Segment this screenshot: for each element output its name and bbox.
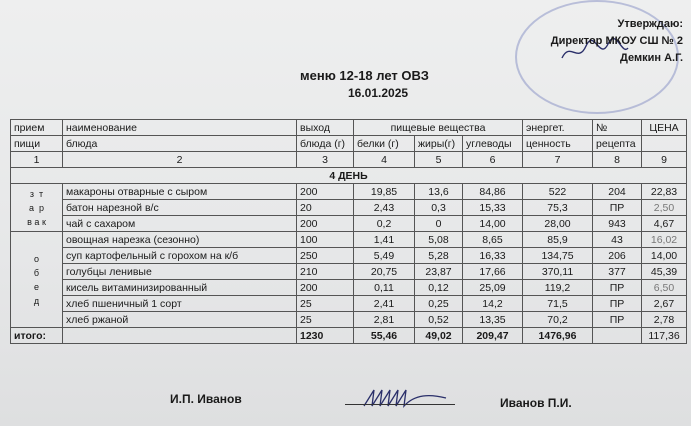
total-row [11,328,687,344]
cell: 25 [297,296,354,312]
cell: 2,81 [354,312,415,328]
cell: 134,75 [523,248,593,264]
cell: 2,41 [354,296,415,312]
table-row [11,264,687,280]
table-row [11,280,687,296]
dish-name: батон нарезной в/с [63,200,297,216]
cell: 14,2 [463,296,523,312]
cell: 75,3 [523,200,593,216]
header-cell: рецепта [593,136,642,152]
cell: 2,78 [642,312,687,328]
meal-label-breakfast: з т а р в а к [11,184,63,232]
column-number: 1 [11,152,63,168]
cell: 522 [523,184,593,200]
cell: 377 [593,264,642,280]
cell: 200 [297,280,354,296]
total-cell: 209,47 [463,328,523,344]
cell: 25 [297,312,354,328]
table-row [11,312,687,328]
total-cell: 1230 [297,328,354,344]
cell: 15,33 [463,200,523,216]
column-number: 8 [593,152,642,168]
cell: 210 [297,264,354,280]
column-number: 7 [523,152,593,168]
cell: 0,2 [354,216,415,232]
signature-line [345,404,455,405]
cell: 5,49 [354,248,415,264]
total-cell [593,328,642,344]
dish-name: макароны отварные с сыром [63,184,297,200]
cell: ПР [593,200,642,216]
header-cell: прием [11,120,63,136]
header-cell: пищевые вещества [354,120,523,136]
handwritten-signature [360,386,450,412]
cell: 6,50 [642,280,687,296]
day-row [11,168,687,184]
cell [63,328,297,344]
header-row-1 [11,120,687,136]
cell: 0,25 [415,296,463,312]
cell: 23,87 [415,264,463,280]
header-cell: ценность [523,136,593,152]
menu-table [10,119,687,344]
header-cell: ЦЕНА [642,120,687,136]
approval-block [551,16,683,67]
header-cell: пищи [11,136,63,152]
cell: ПР [593,296,642,312]
cell: 20 [297,200,354,216]
column-number: 2 [63,152,297,168]
meal-label-lunch: о б е д [11,232,63,328]
cell: 370,11 [523,264,593,280]
cell: 20,75 [354,264,415,280]
menu-title: меню 12-18 лет ОВЗ [300,68,429,83]
table-row [11,232,687,248]
header-cell: № [593,120,642,136]
cell: 17,66 [463,264,523,280]
cell: 0,52 [415,312,463,328]
table-row [11,216,687,232]
cell: 16,02 [642,232,687,248]
cell: 16,33 [463,248,523,264]
header-cell: углеводы [463,136,523,152]
header-cell: жиры(г) [415,136,463,152]
total-cell: 117,36 [642,328,687,344]
table-row [11,248,687,264]
header-cell: блюда [63,136,297,152]
column-number: 3 [297,152,354,168]
column-number: 5 [415,152,463,168]
cell: ПР [593,312,642,328]
dish-name: хлеб ржаной [63,312,297,328]
dish-name: кисель витаминизированный [63,280,297,296]
cell: 2,50 [642,200,687,216]
cell: 200 [297,184,354,200]
cell: 45,39 [642,264,687,280]
header-cell: выход [297,120,354,136]
cell: 5,28 [415,248,463,264]
cell: 14,00 [642,248,687,264]
cell: 250 [297,248,354,264]
column-number: 6 [463,152,523,168]
cell: 22,83 [642,184,687,200]
cell: 25,09 [463,280,523,296]
cell: 119,2 [523,280,593,296]
total-label: итого: [11,328,63,344]
approval-name: Демкин А.Г. [620,52,683,64]
cell: 70,2 [523,312,593,328]
cell: 13,35 [463,312,523,328]
header-cell: блюда (г) [297,136,354,152]
header-cell [642,136,687,152]
header-cell: наименование [63,120,297,136]
cell: 85,9 [523,232,593,248]
cell: 204 [593,184,642,200]
cell: 14,00 [463,216,523,232]
cell: 2,43 [354,200,415,216]
signature-name-right: Иванов П.И. [500,396,572,410]
cell: 943 [593,216,642,232]
cell: ПР [593,280,642,296]
column-number: 9 [642,152,687,168]
cell: 200 [297,216,354,232]
total-cell: 1476,96 [523,328,593,344]
header-cell: белки (г) [354,136,415,152]
approval-position: Директор МКОУ СШ № 2 [550,35,683,47]
dish-name: овощная нарезка (сезонно) [63,232,297,248]
header-cell: энергет. [523,120,593,136]
dish-name: суп картофельный с горохом на к/б [63,248,297,264]
header-row-2 [11,136,687,152]
dish-name: голубцы ленивые [63,264,297,280]
signature-name-left: И.П. Иванов [170,392,242,406]
cell: 2,67 [642,296,687,312]
column-number: 4 [354,152,415,168]
cell: 19,85 [354,184,415,200]
cell: 1,41 [354,232,415,248]
total-cell: 55,46 [354,328,415,344]
table-row [11,200,687,216]
cell: 13,6 [415,184,463,200]
cell: 100 [297,232,354,248]
table-row [11,296,687,312]
cell: 84,86 [463,184,523,200]
cell: 0 [415,216,463,232]
total-cell: 49,02 [415,328,463,344]
cell: 0,3 [415,200,463,216]
cell: 0,11 [354,280,415,296]
dish-name: чай с сахаром [63,216,297,232]
cell: 0,12 [415,280,463,296]
column-number-row [11,152,687,168]
approval-heading: Утверждаю: [617,18,683,30]
cell: 28,00 [523,216,593,232]
cell: 4,67 [642,216,687,232]
dish-name: хлеб пшеничный 1 сорт [63,296,297,312]
menu-date: 16.01.2025 [348,86,409,100]
cell: 5,08 [415,232,463,248]
table-row [11,184,687,200]
cell: 43 [593,232,642,248]
cell: 8,65 [463,232,523,248]
cell: 71,5 [523,296,593,312]
cell: 206 [593,248,642,264]
day-label: 4 ДЕНЬ [11,168,687,184]
